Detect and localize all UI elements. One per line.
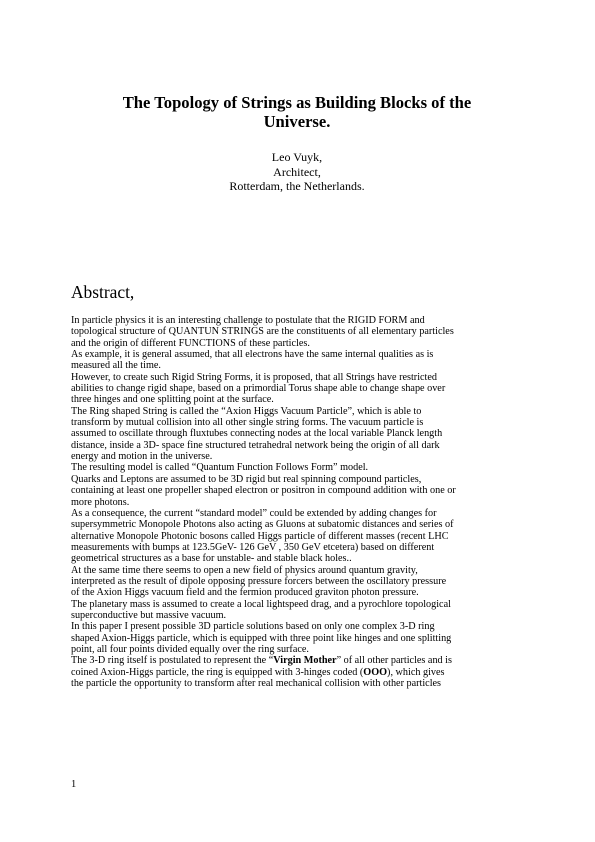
page-number: 1 [71,779,77,790]
abstract-line: three hinges and one splitting point at the surface. [71,394,274,406]
virgin-mother-term: Virgin Mother [273,655,337,667]
abstract-heading: Abstract, [71,282,135,302]
title-line-1: The Topology of Strings as Building Blocks of the [122,93,472,112]
abstract-line: measurements with bumps at 123.5GeV- 126 GeV , 350 GeV etcetera) based on different [71,541,435,553]
abstract-line: At the same time there seems to open a new field of physics around quantum gravity, [71,564,418,576]
abstract-line: the particle the opportunity to transform after real mechanical collision with other particles [71,678,442,689]
abstract-line: In this paper I present possible 3D particle solutions based on only one complex 3-D ring [71,621,435,633]
abstract-line: measured all the time. [71,360,161,372]
abstract-line: Quarks and Leptons are assumed to be 3D rigid but real spinning compound particles, [71,473,422,485]
hinge-code-term: OOO [363,666,388,678]
abstract-line: In particle physics it is an interesting challenge to postulate that the RIGID FORM and [71,315,425,326]
abstract-line: transform by mutual collision into all other single string forms. The vacuum particle is [71,417,424,429]
abstract-line: interpreted as the result of dipole opposing pressure forcers between the oscillatory pressure [71,575,447,587]
abstract-line: and the origin of different FUNCTIONS of these particles. [71,337,310,349]
abstract-line: distance, inside a 3D- space fine structured tetrahedral network being the origin of all dark [71,439,440,451]
abstract-line: geometrical structures as a base for unstable- and stable black holes.. [71,553,352,565]
text-run: The 3-D ring itself is postulated to represent the “ [71,655,274,667]
abstract-line: of the Axion Higgs vacuum field and the fermion produced graviton photon pressure. [71,587,419,599]
text-run: ), which gives [387,666,445,678]
text-run: coined Axion-Higgs particle, the ring is equipped with 3-hinges coded ( [71,666,364,678]
abstract-line: alternative Monopole Photonic bosons called Higgs particle of different masses (recent LHC [71,530,449,542]
abstract-line: energy and motion in the universe. [71,451,213,463]
abstract-line: supersymmetric Monopole Photons also acting as Gluons at subatomic distances and series of [71,519,454,531]
abstract-line: shaped Axion-Higgs particle, which is equipped with three point like hinges and one splitting [71,632,452,644]
abstract-line: containing at least one propeller shaped electron or positron in compound addition with one or [71,485,456,497]
author-location: Rotterdam, the Netherlands. [229,179,365,193]
abstract-line-virgin-mother [71,655,531,666]
text-run: ” of all other particles and is [336,655,452,667]
abstract-line: more photons. [71,496,130,508]
abstract-line: The resulting model is called “Quantum Function Follows Form” model. [71,462,369,474]
abstract-line: The Ring shaped String is called the “Axion Higgs Vacuum Particle”, which is able to [71,405,422,417]
abstract-line-hinges [71,667,531,678]
author-name: Leo Vuyk, [271,150,323,164]
abstract-line: superconductive but massive vacuum. [71,609,227,621]
abstract-line: The planetary mass is assumed to create a local lightspeed drag, and a pyrochlore topological [71,598,451,610]
abstract-line: assumed to oscillate through fluxtubes connecting nodes at the local variable Planck length [71,428,443,440]
title-line-2: Universe. [263,112,331,131]
abstract-line: As example, it is general assumed, that all electrons have the same internal qualities as is [71,349,434,361]
abstract-line: However, to create such Rigid String Forms, it is proposed, that all Strings have restricted [71,371,437,383]
author-block [150,150,444,194]
abstract-line: topological structure of QUANTUN STRINGS are the constituents of all elementary particles [71,326,454,338]
author-role: Architect, [273,164,321,179]
abstract-body [71,315,531,689]
paper-title [100,93,494,131]
abstract-line: abilities to change rigid shape, based on a primordial Torus shape able to change shape over [71,383,446,395]
abstract-line: As a consequence, the current “standard model” could be extended by adding changes for [71,507,437,519]
abstract-line: point, all four points divided equally over the ring surface. [71,643,309,655]
